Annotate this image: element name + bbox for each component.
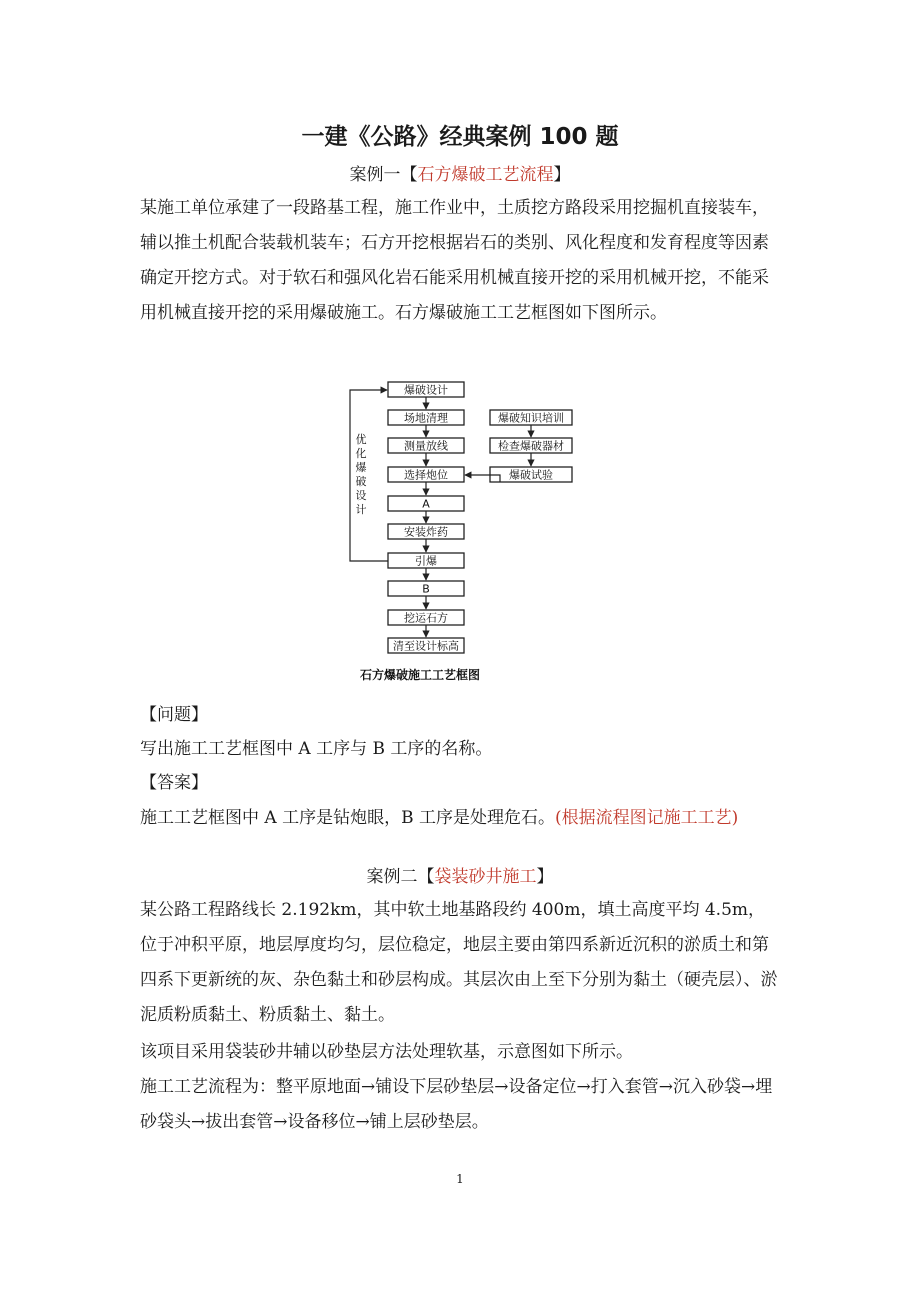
flow-step-box — [388, 496, 464, 511]
case1-heading-suffix: 】 — [553, 165, 571, 185]
flow-side-box — [490, 467, 572, 482]
case1-answer-note: (根据流程图记施工工艺) — [554, 808, 739, 828]
case1-answer — [140, 803, 738, 828]
flow-side-box — [490, 410, 572, 425]
case2-heading — [0, 862, 920, 887]
flow-step-box — [388, 524, 464, 539]
case1-body: 某施工单位承建了一段路基工程，施工作业中，土质挖方路段采用挖掘机直接装车，辅以推土机配合装载机装车；石方开挖根据岩石的类别、风化程度和发育程度等因素确定开挖方式。对于软石和强风化岩石能采用机械直接开挖的采用机械开挖，不能采用机械直接开挖的采用爆破施工。石方爆破施工工艺框图如下图所示。 — [140, 198, 769, 323]
document-title: 一建《公路》经典案例 100 题 — [301, 124, 619, 150]
flow-loop-label-char: 爆 — [355, 461, 367, 474]
flow-loop-label-char: 破 — [355, 475, 367, 488]
flow-step-label: 测量放线 — [404, 439, 448, 453]
case2-body: 某公路工程路线长 2.192km，其中软土地基路段约 400m，填土高度平均 4.5m，位于冲积平原，地层厚度均匀，层位稳定，地层主要由第四系新近沉积的淤质土和第四系下更新统的灰、杂色黏土和砂层构成。其层次由上至下分别为黏土（硬壳层）、淤泥质粉质黏土、粉质黏土、黏土。 — [140, 900, 778, 1025]
case2-heading-topic: 袋装砂井施工 — [434, 867, 537, 887]
flow-loop-label-char: 设 — [355, 489, 367, 502]
flow-step-box — [388, 610, 464, 625]
flow-step-label: A — [422, 497, 430, 511]
flow-step-box — [388, 382, 464, 397]
flow-loop-label-char: 优 — [355, 433, 367, 446]
flow-step-label: 清至设计标高 — [393, 639, 459, 653]
case2-heading-prefix: 案例二【 — [366, 867, 435, 887]
flow-side-box — [490, 438, 572, 453]
case1-question-label: 【问题】 — [140, 705, 208, 725]
flow-step-label: B — [422, 582, 430, 596]
flow-side-label: 爆破试验 — [509, 468, 553, 482]
flow-side-label: 检查爆破器材 — [498, 439, 564, 453]
case1-question: 写出施工工艺框图中 A 工序与 B 工序的名称。 — [140, 739, 493, 759]
case2-scheme: 该项目采用袋装砂井辅以砂垫层方法处理软基，示意图如下所示。 — [140, 1042, 633, 1062]
flow-step-box — [388, 410, 464, 425]
flow-caption: 石方爆破施工工艺框图 — [359, 668, 481, 682]
flow-step-label: 选择炮位 — [404, 468, 448, 482]
flow-step-box — [388, 638, 464, 653]
case1-heading-topic: 石方爆破工艺流程 — [417, 165, 554, 185]
case1-answer-label: 【答案】 — [140, 773, 208, 793]
case2-heading-suffix: 】 — [536, 867, 554, 887]
flow-loop-label-char: 计 — [355, 503, 367, 516]
case1-heading-prefix: 案例一【 — [349, 165, 418, 185]
case1-answer-text: 施工工艺框图中 A 工序是钻炮眼，B 工序是处理危石。 — [140, 808, 555, 828]
flow-step-label: 爆破设计 — [404, 383, 448, 397]
page-number: 1 — [456, 1172, 464, 1186]
flow-step-box — [388, 581, 464, 596]
flow-step-box — [388, 438, 464, 453]
flow-step-box — [388, 553, 464, 568]
flow-step-label: 场地清理 — [404, 411, 448, 425]
case2-process: 施工工艺流程为：整平原地面→铺设下层砂垫层→设备定位→打入套管→沉入砂袋→埋砂袋头→拔出套管→设备移位→铺上层砂垫层。 — [140, 1077, 773, 1132]
flow-step-box — [388, 467, 464, 482]
case1-heading — [0, 160, 920, 185]
flow-step-label: 安装炸药 — [404, 525, 448, 539]
flow-side-label: 爆破知识培训 — [498, 411, 564, 425]
flow-step-label: 挖运石方 — [404, 611, 448, 625]
blasting-flowchart — [330, 375, 590, 695]
flow-step-label: 引爆 — [415, 554, 437, 568]
flow-loop-label-char: 化 — [355, 447, 367, 460]
